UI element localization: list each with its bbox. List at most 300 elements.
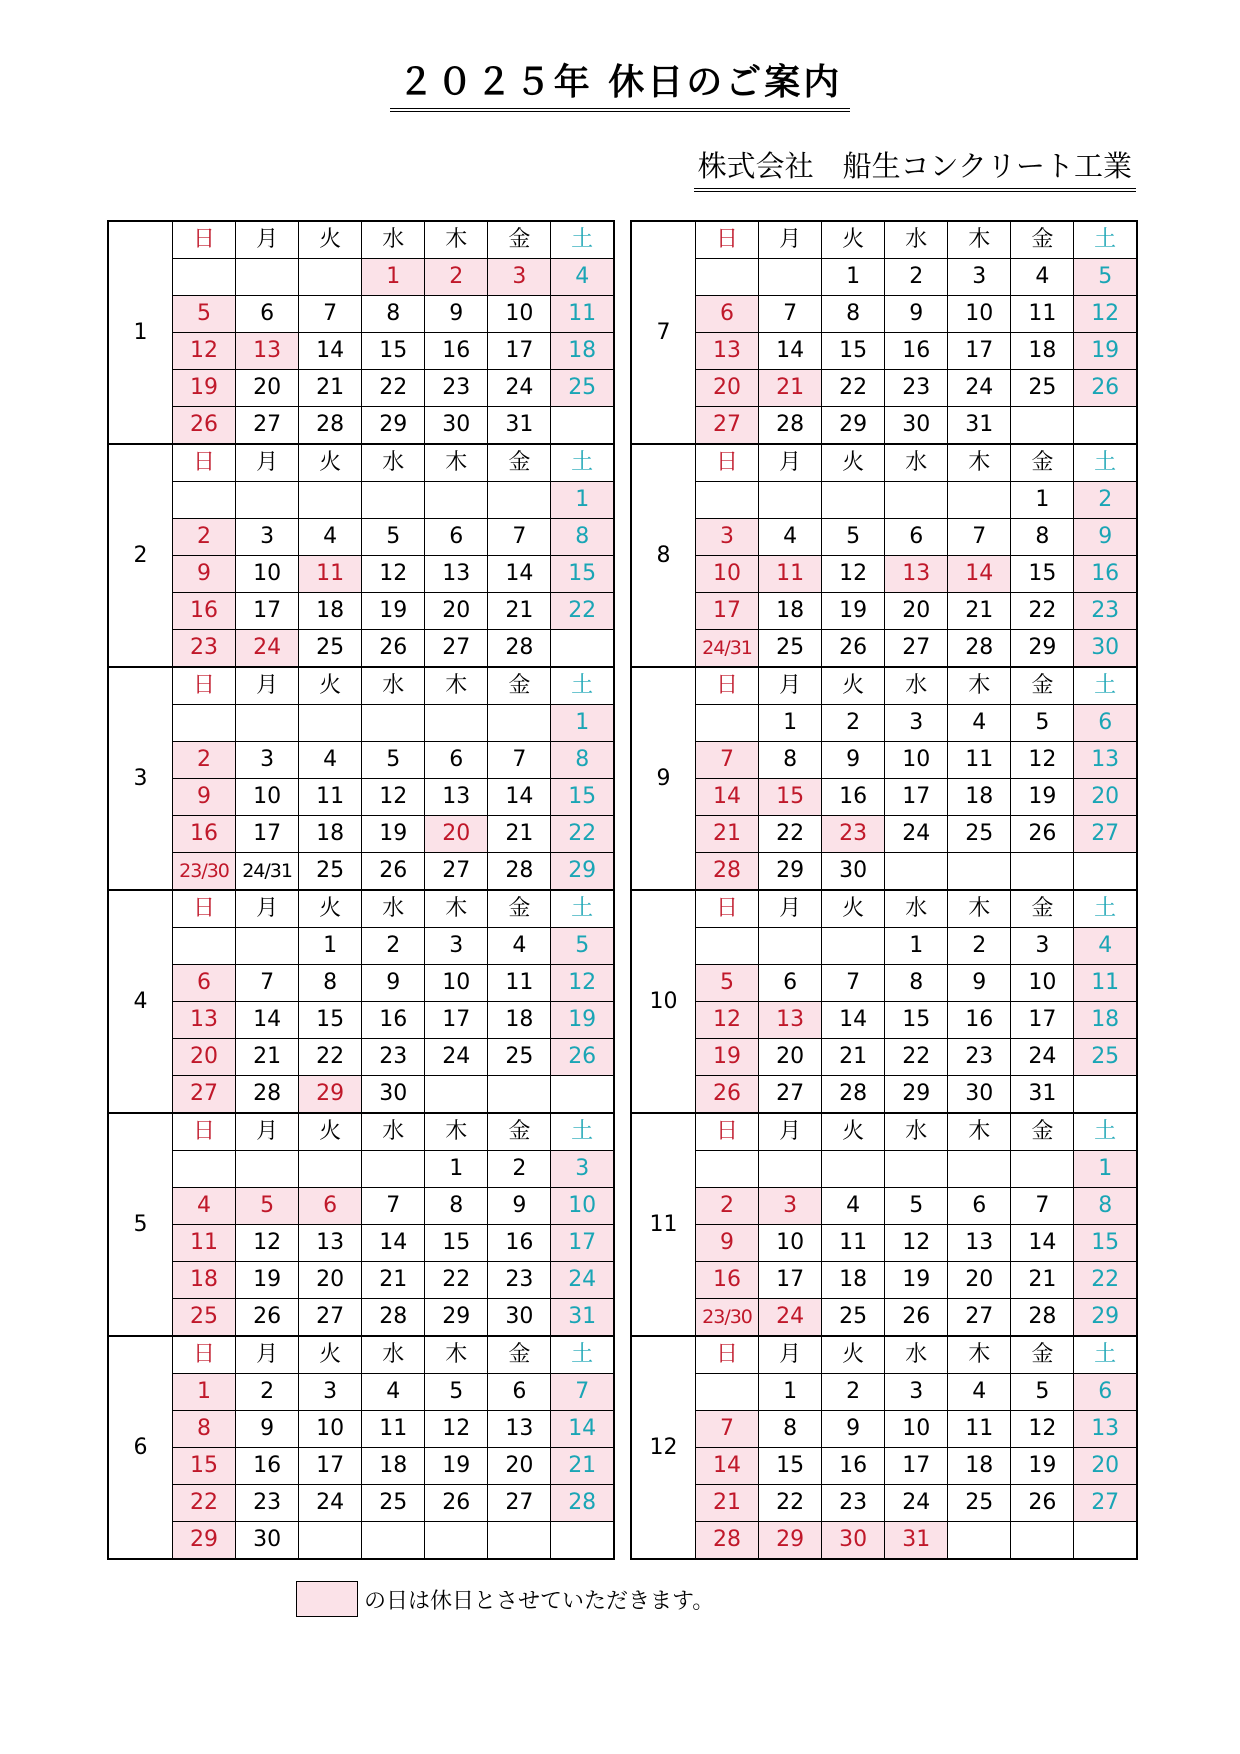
weekday-header: 金 [488, 221, 551, 259]
weekday-header: 土 [551, 1113, 614, 1151]
month-label: 3 [108, 667, 173, 890]
day-cell: 10 [885, 1411, 948, 1448]
empty-day-cell [696, 705, 759, 742]
weekday-header: 月 [759, 1336, 822, 1374]
weekday-header: 金 [1011, 1336, 1074, 1374]
empty-day-cell [362, 705, 425, 742]
day-cell: 19 [362, 816, 425, 853]
day-cell: 7 [696, 742, 759, 779]
day-cell: 11 [948, 742, 1011, 779]
day-cell: 29 [1011, 630, 1074, 668]
month-label: 5 [108, 1113, 173, 1336]
weekday-header: 土 [1074, 221, 1137, 259]
empty-day-cell [822, 928, 885, 965]
week-row [631, 1039, 1137, 1076]
day-cell: 21 [696, 1485, 759, 1522]
day-cell: 10 [299, 1411, 362, 1448]
day-cell: 27 [1074, 816, 1137, 853]
day-cell: 4 [759, 519, 822, 556]
day-cell: 4 [299, 742, 362, 779]
day-cell: 18 [1074, 1002, 1137, 1039]
day-cell: 20 [173, 1039, 236, 1076]
day-cell: 31 [488, 407, 551, 445]
week-row [108, 630, 614, 668]
week-row [631, 1374, 1137, 1411]
empty-day-cell [948, 1151, 1011, 1188]
day-cell: 19 [551, 1002, 614, 1039]
day-cell: 28 [362, 1299, 425, 1337]
day-cell: 13 [425, 779, 488, 816]
week-row [108, 779, 614, 816]
day-cell: 4 [173, 1188, 236, 1225]
week-row [631, 705, 1137, 742]
day-cell: 27 [173, 1076, 236, 1114]
week-row [108, 705, 614, 742]
day-cell: 6 [759, 965, 822, 1002]
day-cell: 18 [299, 816, 362, 853]
week-row [108, 928, 614, 965]
day-cell: 20 [885, 593, 948, 630]
day-cell: 1 [362, 259, 425, 296]
day-cell: 9 [425, 296, 488, 333]
weekday-header: 土 [1074, 444, 1137, 482]
day-cell: 15 [1074, 1225, 1137, 1262]
week-row [108, 593, 614, 630]
day-cell: 4 [551, 259, 614, 296]
day-cell: 24 [425, 1039, 488, 1076]
day-cell: 5 [1074, 259, 1137, 296]
month-label: 8 [631, 444, 696, 667]
day-cell: 4 [299, 519, 362, 556]
weekday-header: 木 [425, 1336, 488, 1374]
day-cell: 28 [551, 1485, 614, 1522]
day-cell: 14 [551, 1411, 614, 1448]
day-cell: 11 [551, 296, 614, 333]
day-cell: 6 [173, 965, 236, 1002]
empty-day-cell [759, 482, 822, 519]
day-cell: 25 [1074, 1039, 1137, 1076]
day-cell: 12 [822, 556, 885, 593]
weekday-header: 木 [948, 1113, 1011, 1151]
weekday-header: 月 [236, 221, 299, 259]
day-cell: 19 [236, 1262, 299, 1299]
day-cell: 24 [488, 370, 551, 407]
day-cell: 4 [488, 928, 551, 965]
empty-day-cell [173, 482, 236, 519]
day-cell: 30 [362, 1076, 425, 1114]
day-cell: 31 [948, 407, 1011, 445]
day-cell: 27 [948, 1299, 1011, 1337]
day-cell: 29 [759, 1522, 822, 1560]
day-cell: 15 [173, 1448, 236, 1485]
empty-day-cell [696, 1374, 759, 1411]
day-cell: 20 [1074, 1448, 1137, 1485]
day-cell: 6 [948, 1188, 1011, 1225]
day-cell: 21 [488, 816, 551, 853]
week-row [631, 333, 1137, 370]
week-row [631, 407, 1137, 445]
week-row [108, 1225, 614, 1262]
day-cell: 5 [362, 519, 425, 556]
day-cell: 7 [696, 1411, 759, 1448]
weekday-header: 木 [425, 444, 488, 482]
empty-day-cell [362, 1151, 425, 1188]
week-row [108, 556, 614, 593]
day-cell: 11 [299, 556, 362, 593]
weekday-header: 月 [236, 1113, 299, 1151]
week-row [631, 1485, 1137, 1522]
week-row [631, 1411, 1137, 1448]
day-cell: 29 [173, 1522, 236, 1560]
day-cell: 11 [948, 1411, 1011, 1448]
day-cell: 15 [362, 333, 425, 370]
day-cell: 9 [885, 296, 948, 333]
day-cell: 8 [425, 1188, 488, 1225]
day-cell: 11 [362, 1411, 425, 1448]
empty-day-cell [1074, 853, 1137, 891]
week-row [108, 1076, 614, 1114]
month-label: 2 [108, 444, 173, 667]
weekday-header: 水 [362, 444, 425, 482]
day-cell: 23 [425, 370, 488, 407]
day-cell: 12 [173, 333, 236, 370]
week-row [631, 1076, 1137, 1114]
day-cell: 13 [425, 556, 488, 593]
day-cell: 1 [1011, 482, 1074, 519]
day-cell: 20 [299, 1262, 362, 1299]
day-cell: 10 [488, 296, 551, 333]
week-row [631, 816, 1137, 853]
weekday-header: 金 [488, 667, 551, 705]
day-cell: 8 [362, 296, 425, 333]
day-cell: 3 [299, 1374, 362, 1411]
day-cell: 27 [425, 630, 488, 668]
week-row [108, 1485, 614, 1522]
day-cell: 12 [551, 965, 614, 1002]
day-cell: 20 [425, 593, 488, 630]
empty-day-cell [885, 482, 948, 519]
empty-day-cell [488, 482, 551, 519]
day-cell: 6 [425, 519, 488, 556]
weekday-header: 月 [236, 890, 299, 928]
day-cell: 22 [885, 1039, 948, 1076]
day-cell: 5 [1011, 705, 1074, 742]
empty-day-cell [551, 1522, 614, 1560]
weekday-header: 金 [488, 1113, 551, 1151]
day-cell: 14 [696, 1448, 759, 1485]
week-row [108, 1522, 614, 1560]
weekday-header-row [631, 1113, 1137, 1151]
empty-day-cell [822, 482, 885, 519]
weekday-header: 日 [696, 221, 759, 259]
day-cell: 25 [759, 630, 822, 668]
day-cell: 10 [425, 965, 488, 1002]
weekday-header: 土 [551, 890, 614, 928]
day-cell: 3 [948, 259, 1011, 296]
empty-day-cell [425, 705, 488, 742]
day-cell: 24 [299, 1485, 362, 1522]
legend [296, 1580, 714, 1618]
week-row [108, 1002, 614, 1039]
day-cell: 23 [822, 1485, 885, 1522]
weekday-header: 木 [948, 1336, 1011, 1374]
day-cell: 26 [696, 1076, 759, 1114]
day-cell: 18 [822, 1262, 885, 1299]
day-cell: 16 [488, 1225, 551, 1262]
day-cell: 2 [696, 1188, 759, 1225]
month-label: 6 [108, 1336, 173, 1559]
day-cell: 6 [425, 742, 488, 779]
day-cell: 19 [173, 370, 236, 407]
weekday-header: 水 [362, 890, 425, 928]
day-cell: 6 [1074, 705, 1137, 742]
day-cell: 1 [551, 705, 614, 742]
weekday-header: 火 [822, 444, 885, 482]
weekday-header: 月 [236, 444, 299, 482]
day-cell: 8 [759, 742, 822, 779]
day-cell: 16 [236, 1448, 299, 1485]
empty-day-cell [948, 482, 1011, 519]
day-cell: 19 [425, 1448, 488, 1485]
empty-day-cell [885, 1151, 948, 1188]
weekday-header: 火 [822, 1336, 885, 1374]
empty-day-cell [299, 705, 362, 742]
day-cell: 5 [425, 1374, 488, 1411]
weekday-header-row [631, 221, 1137, 259]
day-cell: 24/31 [236, 853, 299, 891]
empty-day-cell [488, 1522, 551, 1560]
weekday-header-row [631, 444, 1137, 482]
month-label: 12 [631, 1336, 696, 1559]
week-row [108, 1411, 614, 1448]
day-cell: 20 [1074, 779, 1137, 816]
empty-day-cell [1011, 853, 1074, 891]
day-cell: 16 [822, 1448, 885, 1485]
empty-day-cell [362, 482, 425, 519]
empty-day-cell [425, 482, 488, 519]
legend-holiday-swatch [296, 1581, 358, 1617]
day-cell: 30 [488, 1299, 551, 1337]
day-cell: 7 [488, 519, 551, 556]
month-label: 10 [631, 890, 696, 1113]
weekday-header: 木 [948, 444, 1011, 482]
day-cell: 7 [299, 296, 362, 333]
legend-text: の日は休日とさせていただきます。 [364, 1588, 715, 1614]
day-cell: 21 [1011, 1262, 1074, 1299]
empty-day-cell [822, 1151, 885, 1188]
empty-day-cell [551, 630, 614, 668]
day-cell: 26 [822, 630, 885, 668]
day-cell: 3 [885, 1374, 948, 1411]
day-cell: 7 [362, 1188, 425, 1225]
week-row [631, 853, 1137, 891]
day-cell: 5 [885, 1188, 948, 1225]
weekday-header: 月 [759, 890, 822, 928]
month-label: 9 [631, 667, 696, 890]
weekday-header-row [631, 667, 1137, 705]
empty-day-cell [173, 1151, 236, 1188]
day-cell: 12 [236, 1225, 299, 1262]
day-cell: 22 [551, 816, 614, 853]
day-cell: 24 [885, 816, 948, 853]
day-cell: 10 [236, 779, 299, 816]
weekday-header: 日 [173, 667, 236, 705]
day-cell: 27 [299, 1299, 362, 1337]
week-row [108, 1151, 614, 1188]
day-cell: 17 [885, 1448, 948, 1485]
weekday-header: 土 [551, 667, 614, 705]
day-cell: 28 [488, 853, 551, 891]
weekday-header: 水 [885, 444, 948, 482]
day-cell: 10 [696, 556, 759, 593]
day-cell: 29 [822, 407, 885, 445]
empty-day-cell [236, 259, 299, 296]
weekday-header-row [108, 667, 614, 705]
day-cell: 12 [362, 779, 425, 816]
day-cell: 18 [1011, 333, 1074, 370]
day-cell: 19 [1011, 1448, 1074, 1485]
day-cell: 19 [362, 593, 425, 630]
day-cell: 30 [822, 1522, 885, 1560]
empty-day-cell [236, 1151, 299, 1188]
day-cell: 6 [488, 1374, 551, 1411]
empty-day-cell [948, 853, 1011, 891]
day-cell: 18 [362, 1448, 425, 1485]
day-cell: 28 [488, 630, 551, 668]
day-cell: 8 [551, 742, 614, 779]
day-cell: 3 [236, 519, 299, 556]
weekday-header: 土 [1074, 890, 1137, 928]
day-cell: 31 [1011, 1076, 1074, 1114]
day-cell: 1 [759, 705, 822, 742]
weekday-header: 木 [425, 667, 488, 705]
week-row [631, 630, 1137, 668]
empty-day-cell [1011, 1522, 1074, 1560]
empty-day-cell [759, 1151, 822, 1188]
empty-day-cell [425, 1076, 488, 1114]
day-cell: 9 [173, 556, 236, 593]
weekday-header: 火 [299, 1336, 362, 1374]
day-cell: 14 [236, 1002, 299, 1039]
day-cell: 6 [236, 296, 299, 333]
day-cell: 22 [759, 1485, 822, 1522]
day-cell: 3 [885, 705, 948, 742]
empty-day-cell [551, 1076, 614, 1114]
empty-day-cell [885, 853, 948, 891]
day-cell: 15 [759, 779, 822, 816]
day-cell: 29 [362, 407, 425, 445]
empty-day-cell [1074, 1522, 1137, 1560]
day-cell: 25 [1011, 370, 1074, 407]
day-cell: 14 [759, 333, 822, 370]
day-cell: 12 [362, 556, 425, 593]
day-cell: 21 [822, 1039, 885, 1076]
day-cell: 18 [173, 1262, 236, 1299]
day-cell: 25 [948, 816, 1011, 853]
day-cell: 13 [173, 1002, 236, 1039]
day-cell: 27 [696, 407, 759, 445]
day-cell: 11 [822, 1225, 885, 1262]
day-cell: 17 [759, 1262, 822, 1299]
day-cell: 30 [236, 1522, 299, 1560]
day-cell: 29 [1074, 1299, 1137, 1337]
day-cell: 16 [1074, 556, 1137, 593]
day-cell: 22 [822, 370, 885, 407]
day-cell: 3 [759, 1188, 822, 1225]
day-cell: 7 [236, 965, 299, 1002]
day-cell: 10 [551, 1188, 614, 1225]
empty-day-cell [299, 1151, 362, 1188]
weekday-header: 火 [299, 221, 362, 259]
day-cell: 15 [299, 1002, 362, 1039]
day-cell: 11 [1011, 296, 1074, 333]
day-cell: 8 [1011, 519, 1074, 556]
day-cell: 25 [822, 1299, 885, 1337]
day-cell: 7 [822, 965, 885, 1002]
day-cell: 29 [299, 1076, 362, 1114]
weekday-header: 月 [759, 444, 822, 482]
day-cell: 2 [173, 519, 236, 556]
weekday-header: 火 [299, 667, 362, 705]
day-cell: 19 [1011, 779, 1074, 816]
weekday-header: 水 [885, 221, 948, 259]
day-cell: 24 [1011, 1039, 1074, 1076]
day-cell: 17 [696, 593, 759, 630]
day-cell: 20 [759, 1039, 822, 1076]
day-cell: 13 [488, 1411, 551, 1448]
day-cell: 1 [551, 482, 614, 519]
day-cell: 18 [759, 593, 822, 630]
weekday-header: 木 [425, 1113, 488, 1151]
day-cell: 17 [488, 333, 551, 370]
day-cell: 2 [425, 259, 488, 296]
day-cell: 27 [885, 630, 948, 668]
week-row [108, 519, 614, 556]
day-cell: 28 [759, 407, 822, 445]
day-cell: 29 [425, 1299, 488, 1337]
day-cell: 6 [1074, 1374, 1137, 1411]
day-cell: 14 [488, 556, 551, 593]
day-cell: 1 [425, 1151, 488, 1188]
empty-day-cell [696, 928, 759, 965]
empty-day-cell [299, 259, 362, 296]
day-cell: 30 [425, 407, 488, 445]
weekday-header-row [108, 221, 614, 259]
day-cell: 24/31 [696, 630, 759, 668]
day-cell: 7 [551, 1374, 614, 1411]
week-row [108, 816, 614, 853]
weekday-header: 水 [885, 1113, 948, 1151]
day-cell: 15 [425, 1225, 488, 1262]
empty-day-cell [236, 482, 299, 519]
day-cell: 25 [551, 370, 614, 407]
week-row [631, 742, 1137, 779]
day-cell: 18 [299, 593, 362, 630]
day-cell: 13 [696, 333, 759, 370]
day-cell: 6 [299, 1188, 362, 1225]
week-row [108, 1039, 614, 1076]
day-cell: 3 [425, 928, 488, 965]
weekday-header: 月 [236, 1336, 299, 1374]
day-cell: 26 [425, 1485, 488, 1522]
empty-day-cell [696, 482, 759, 519]
empty-day-cell [362, 1522, 425, 1560]
day-cell: 27 [759, 1076, 822, 1114]
day-cell: 20 [948, 1262, 1011, 1299]
day-cell: 16 [173, 593, 236, 630]
day-cell: 13 [1074, 1411, 1137, 1448]
empty-day-cell [1011, 407, 1074, 445]
